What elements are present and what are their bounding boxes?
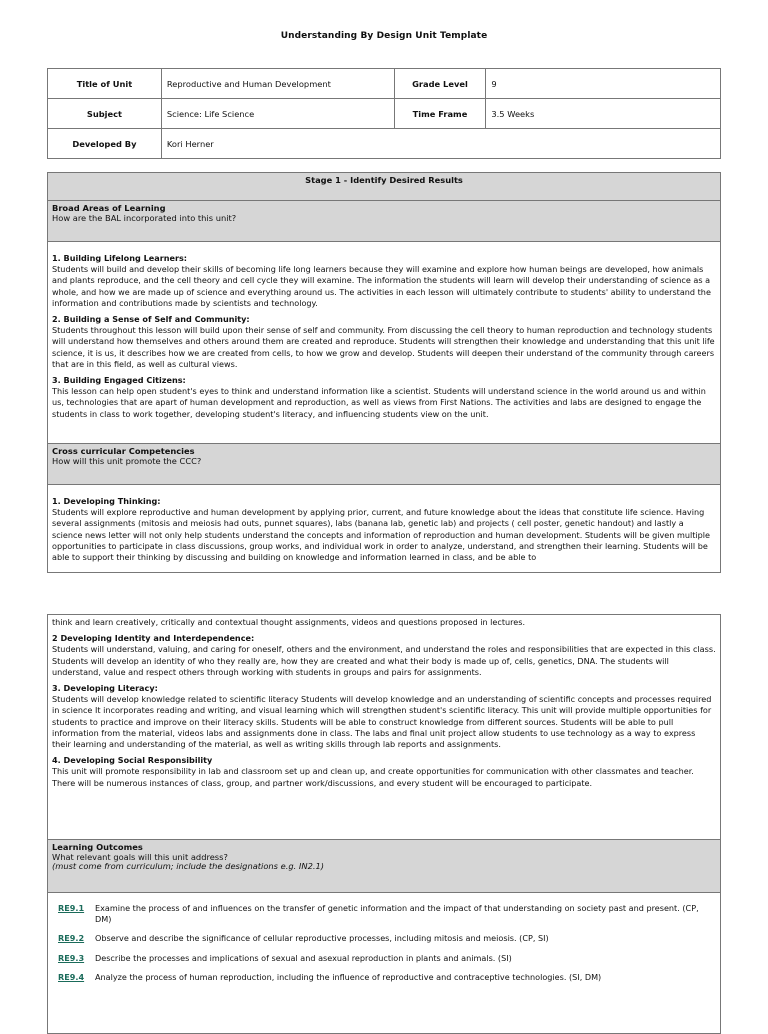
ccc-body-page1 bbox=[48, 485, 720, 563]
outcomes-header bbox=[48, 840, 720, 893]
outcomes-list bbox=[48, 893, 720, 983]
ccc-section-2 bbox=[52, 633, 716, 678]
ccc-question: How will this unit promote the CCC? bbox=[52, 455, 202, 466]
list-item bbox=[58, 953, 720, 964]
table-row bbox=[48, 129, 721, 159]
section-title: 2. Building a Sense of Self and Community: bbox=[52, 314, 250, 325]
section-title: 1. Building Lifelong Learners: bbox=[52, 253, 187, 263]
section-text: This lesson can help open student's eyes to think and understand information like a scientist. Students will understand science in the world around us and within us, technologies that are apart of human development and reproduction, as well as views from First Nations. The activities and labs are designed to engage the students in class to work together, developing student's literacy, and influencing students view on the unit. bbox=[52, 386, 706, 419]
ccc-body-page2 bbox=[48, 615, 720, 840]
grade-label: Grade Level bbox=[394, 69, 486, 99]
developed-label: Developed By bbox=[48, 129, 162, 159]
outcome-code-link[interactable]: RE9.1 bbox=[58, 903, 85, 913]
bal-question: How are the BAL incorporated into this unit? bbox=[52, 212, 237, 223]
outcomes-note: (must come from curriculum; include the designations e.g. IN2.1) bbox=[52, 861, 325, 871]
section-title: 1. Developing Thinking: bbox=[52, 496, 161, 506]
outcomes-question: What relevant goals will this unit address? bbox=[52, 851, 228, 862]
table-row bbox=[48, 99, 721, 129]
document-title: Understanding By Design Unit Template bbox=[280, 31, 488, 41]
stage1-box bbox=[47, 172, 721, 573]
bal-section-3 bbox=[52, 375, 716, 420]
timeframe-value: 3.5 Weeks bbox=[486, 99, 721, 129]
ccc-continuation bbox=[52, 617, 716, 628]
bal-header bbox=[48, 201, 720, 242]
section-text: Students will understand, valuing, and caring for oneself, others and the environment, and understand the roles and responsibilities that are expected in this class. Students will develop an identity of who they really are, how they are created and what their body is made up of, cells, genetics, DNA. The students will understand, value and respect others through working with students in groups and pairs for assignments. bbox=[52, 644, 716, 677]
ccc-section-4 bbox=[52, 755, 716, 789]
table-row bbox=[48, 69, 721, 99]
section-text: think and learn creatively, critically and contextual thought assignments, videos and questions proposed in lectures. bbox=[52, 617, 526, 627]
section-title: 4. Developing Social Responsibility bbox=[52, 755, 213, 766]
ccc-heading: Cross curricular Competencies bbox=[52, 446, 195, 456]
section-title: 3. Building Engaged Citizens: bbox=[52, 375, 186, 386]
outcomes-heading: Learning Outcomes bbox=[52, 842, 143, 852]
list-item bbox=[58, 933, 720, 944]
developed-value: Kori Herner bbox=[161, 129, 720, 159]
section-title: 3. Developing Literacy: bbox=[52, 683, 158, 694]
section-title: 2 Developing Identity and Interdependence: bbox=[52, 633, 255, 644]
grade-value: 9 bbox=[486, 69, 721, 99]
bal-section-1 bbox=[52, 253, 716, 309]
outcome-text: Describe the processes and implications of sexual and asexual reproduction in plants and animals. (SI) bbox=[95, 952, 512, 963]
section-text: This unit will promote responsibility in lab and classroom set up and clean up, and create opportunities for communication with other classmates and teacher. There will be numerous instances of class, group, and partner work/discussions, and every student will be encouraged to participate. bbox=[52, 766, 694, 788]
bal-section-2 bbox=[52, 314, 716, 370]
stage1-title: Stage 1 - Identify Desired Results bbox=[48, 173, 720, 201]
unit-info-table bbox=[47, 68, 721, 159]
outcome-text: Observe and describe the significance of cellular reproductive processes, including mitosis and meiosis. (CP, SI) bbox=[95, 933, 549, 943]
list-item bbox=[58, 972, 720, 983]
section-text: Students will build and develop their skills of becoming life long learners because they will examine and explore how human beings are developed, how animals and plants reproduce, and the cell theory and cell cycle they will examine. The information the students will learn will develop their understanding of science as a whole, and how we are made up of science and everything around us. The activities in each lesson will ultimately contribute to students' ability to understand the information and contributions made by scientists and technology. bbox=[52, 264, 711, 308]
stage1-box-continued bbox=[47, 614, 721, 1034]
outcome-text: Analyze the process of human reproduction, including the influence of reproductive and contraceptive technologies. (SI, DM) bbox=[95, 972, 602, 982]
list-item bbox=[58, 903, 720, 924]
section-text: Students throughout this lesson will build upon their sense of self and community. From discussing the cell theory to human reproduction and technology students will understand how themselves and others around them are created and reproduce. Students will strengthen their knowledge and understanding that this unit life science, it is us, it describes how we are created from cells, to how we grow and develop. Students will deepen their understand of the community through careers that are in this field, as well as cultural views. bbox=[52, 325, 715, 369]
title-value: Reproductive and Human Development bbox=[161, 69, 394, 99]
ccc-section-3 bbox=[52, 683, 716, 750]
timeframe-label: Time Frame bbox=[394, 99, 486, 129]
bal-body bbox=[48, 242, 720, 444]
ccc-header bbox=[48, 444, 720, 485]
section-text: Students will explore reproductive and human development by applying prior, current, and future knowledge about the ideas that constitute life science. Having several assignments (mitosis and meiosis had outs, punnet squares), labs (banana lab, genetic lab) and projects ( cell poster, genetic handout) and lastly a science news letter will not only help students understand the concepts and information of reproduction and human development. Students will be given multiple opportunities to participate in class discussions, group works, and individual work in order to analyze, understand, and strengthen their learning. Students will be able to support their thinking by discussing and building on knowledge and information learned in class, and be able to bbox=[52, 507, 711, 563]
outcome-code-link[interactable]: RE9.3 bbox=[58, 952, 85, 963]
outcome-code-link[interactable]: RE9.2 bbox=[58, 933, 85, 943]
section-text: Students will develop knowledge related to scientific literacy Students will develop knowledge and an understanding of scientific concepts and processes required in science It incorporates reading and writing, and visual learning which will strengthen student's scientific literacy. This unit will provide multiple opportunities for students to practice and improve on their literacy skills. Students will be able to construct knowledge from different sources. Students will be able to pull information from the material, videos labs and assignments done in class. The labs and final unit project allow students to use technology as a way to express their learning and understanding of the material, as well as writing skills through lab reports and assignments. bbox=[52, 694, 712, 750]
bal-heading: Broad Areas of Learning bbox=[52, 203, 166, 213]
subject-label: Subject bbox=[48, 99, 162, 129]
subject-value: Science: Life Science bbox=[161, 99, 394, 129]
outcome-code-link[interactable]: RE9.4 bbox=[58, 972, 85, 982]
title-label: Title of Unit bbox=[48, 69, 162, 99]
outcome-text: Examine the process of and influences on the transfer of genetic information and the impact of that understanding on society past and present. (CP, DM) bbox=[95, 903, 699, 924]
ccc-section-1 bbox=[52, 496, 716, 563]
